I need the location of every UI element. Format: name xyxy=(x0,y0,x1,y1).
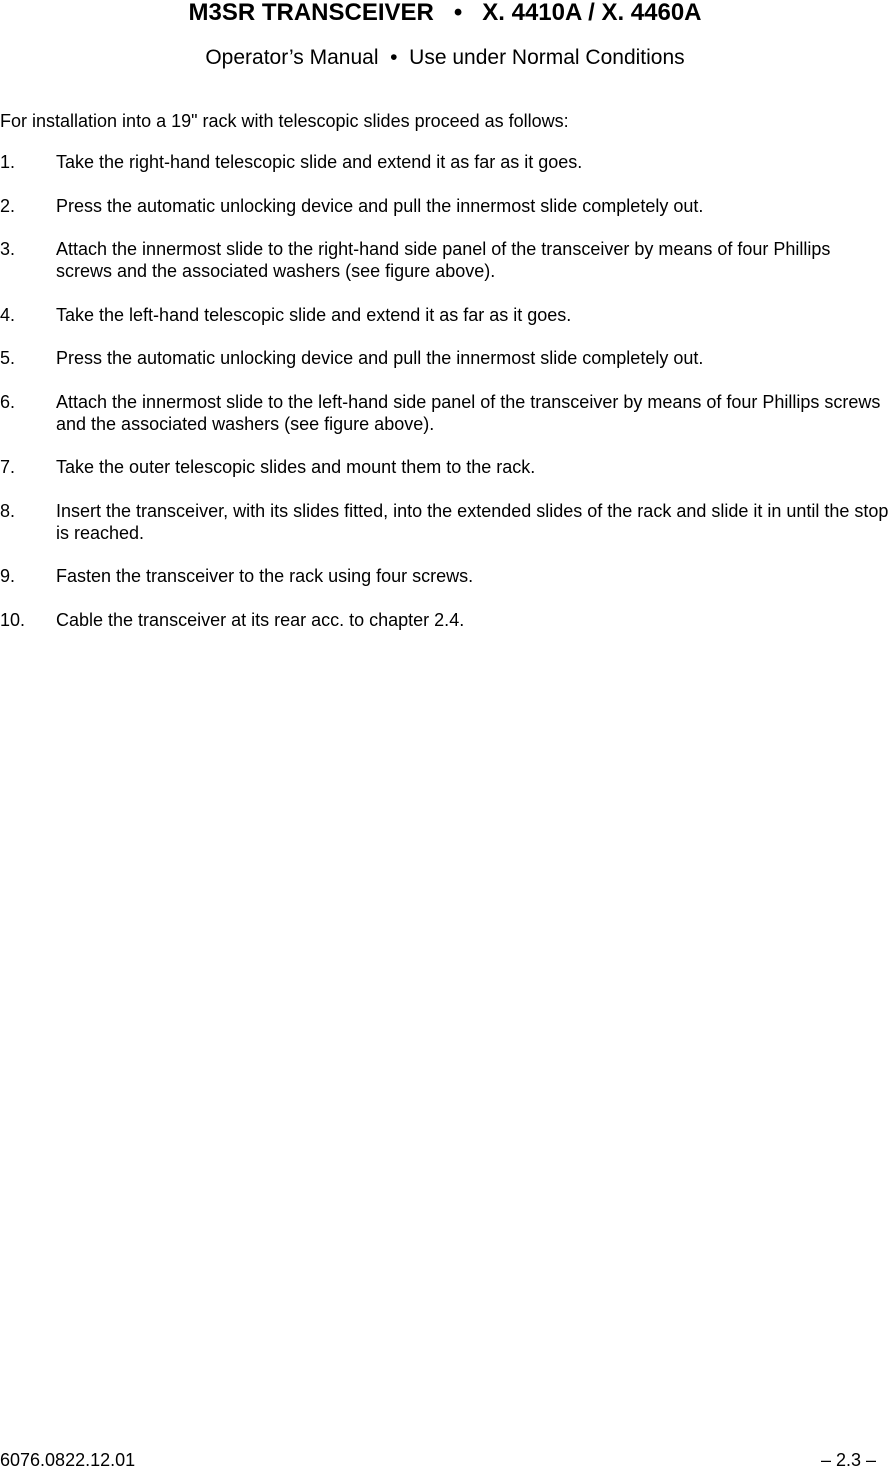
step-number: 1. xyxy=(0,152,16,172)
step-text: Press the automatic unlocking device and pull the innermost slide completely out. xyxy=(56,195,704,216)
step-item xyxy=(0,500,890,544)
step-number: 5. xyxy=(0,348,16,368)
step-number: 6. xyxy=(0,391,16,412)
step-text: Attach the innermost slide to the right-hand side panel of the transceiver by means of four Phillips screws and the associated washers (see figure above). xyxy=(56,239,831,281)
step-text: Attach the innermost slide to the left-hand side panel of the transceiver by means of four Phillips screws and the associated washers (see figure above). xyxy=(56,391,881,434)
step-text: Cable the transceiver at its rear acc. to chapter 2.4. xyxy=(56,609,465,630)
step-item xyxy=(0,565,890,587)
page-number: – 2.3 – xyxy=(820,1450,876,1470)
step-text: Take the left-hand telescopic slide and extend it as far as it goes. xyxy=(56,304,572,325)
page-title: M3SR TRANSCEIVER • X. 4410A / X. 4460A xyxy=(188,0,702,26)
step-item xyxy=(0,151,890,173)
step-number: 10. xyxy=(0,609,26,630)
step-text: Take the outer telescopic slides and mount them to the rack. xyxy=(56,457,536,477)
step-item xyxy=(0,347,890,369)
installation-steps-list xyxy=(0,151,890,652)
page-subtitle: Operator’s Manual • Use under Normal Conditions xyxy=(205,46,685,69)
step-number: 8. xyxy=(0,500,16,521)
step-number: 3. xyxy=(0,239,16,259)
step-number: 2. xyxy=(0,195,16,216)
step-item xyxy=(0,304,890,326)
step-item xyxy=(0,456,890,478)
step-item xyxy=(0,609,890,631)
step-number: 7. xyxy=(0,457,16,477)
step-number: 9. xyxy=(0,566,16,586)
step-text: Fasten the transceiver to the rack using four screws. xyxy=(56,566,474,586)
step-text: Insert the transceiver, with its slides fitted, into the extended slides of the rack and slide it in until the stop is reached. xyxy=(56,500,889,543)
step-text: Take the right-hand telescopic slide and extend it as far as it goes. xyxy=(56,152,583,172)
step-number: 4. xyxy=(0,304,16,325)
step-text: Press the automatic unlocking device and pull the innermost slide completely out. xyxy=(56,348,704,368)
document-number: 6076.0822.12.01 xyxy=(0,1450,136,1470)
step-item xyxy=(0,195,890,217)
intro-paragraph: For installation into a 19" rack with telescopic slides proceed as follows: xyxy=(0,111,569,131)
step-item xyxy=(0,391,890,435)
step-item xyxy=(0,238,890,282)
